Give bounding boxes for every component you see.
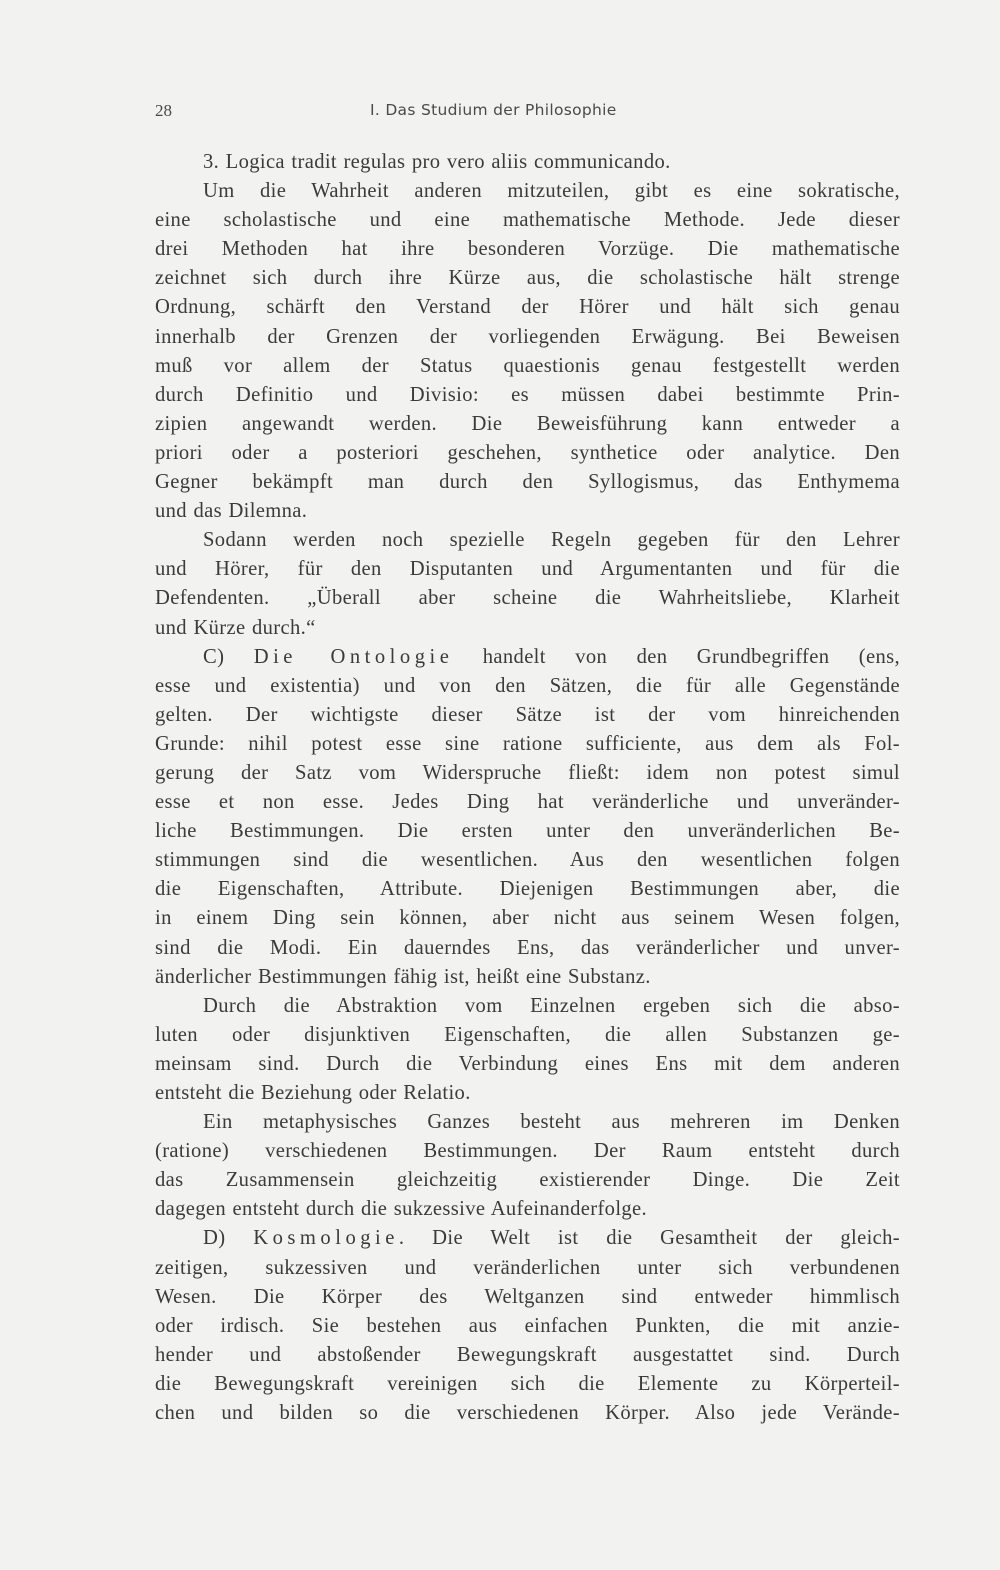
text-line: die Eigenschaften, Attribute. Diejenigen Bestimmungen aber, die (155, 878, 900, 901)
text-line: zeitigen, sukzessiven und veränderlichen unter sich verbundenen (155, 1256, 900, 1279)
text-line: das Zusammensein gleichzeitig existierender Dinge. Die Zeit (155, 1169, 900, 1192)
paragraph-ontologie (155, 643, 900, 992)
text-line: oder irdisch. Sie bestehen aus einfachen Punkten, die mit anzie- (155, 1314, 900, 1337)
text-line-rest: . Die Welt ist die Gesamtheit der gleich- (398, 1227, 900, 1250)
section-label: D) (203, 1227, 254, 1250)
text-line: Durch die Abstraktion vom Einzelnen ergeben sich die abso- (203, 994, 900, 1017)
text-line: sind die Modi. Ein dauerndes Ens, das veränderlicher und unver- (155, 936, 900, 959)
text-line: Wesen. Die Körper des Weltganzen sind entweder himmlisch (155, 1285, 900, 1308)
text-line: liche Bestimmungen. Die ersten unter den unveränderlichen Be- (155, 820, 900, 843)
section-heading-ontologie: Die Ontologie (253, 645, 454, 668)
text-line: entsteht die Beziehung oder Relatio. (155, 1082, 471, 1104)
text-line: (ratione) verschiedenen Bestimmungen. Der Raum entsteht durch (155, 1140, 900, 1163)
paragraph-kosmologie (155, 1224, 900, 1428)
text-line: eine scholastische und eine mathematische Methode. Jede dieser (155, 209, 900, 232)
text-line: und Hörer, für den Disputanten und Argumentanten und für die (155, 558, 900, 581)
text-line: Ein metaphysisches Ganzes besteht aus mehreren im Denken (203, 1111, 900, 1134)
text-line: 3. Logica tradit regulas pro vero aliis communicando. (203, 151, 671, 173)
text-line (155, 643, 900, 672)
text-line: gerung der Satz vom Widerspruche fließt: idem non potest simul (155, 761, 900, 784)
text-line: zipien angewandt werden. Die Beweisführung kann entweder a (155, 412, 900, 435)
running-title: I. Das Studium der Philosophie (370, 101, 617, 119)
text-line: luten oder disjunktiven Eigenschaften, die allen Substanzen ge- (155, 1023, 900, 1046)
text-line: innerhalb der Grenzen der vorliegenden Erwägung. Bei Beweisen (155, 325, 900, 348)
paragraph (155, 1108, 900, 1224)
text-line: Ordnung, schärft den Verstand der Hörer und hält sich genau (155, 296, 900, 319)
text-line: chen und bilden so die verschiedenen Körper. Also jede Verände- (155, 1402, 900, 1425)
paragraph (155, 148, 900, 177)
text-line: Sodann werden noch spezielle Regeln gegeben für den Lehrer (203, 529, 900, 552)
text-line: drei Methoden hat ihre besonderen Vorzüge. Die mathematische (155, 238, 900, 261)
text-line: muß vor allem der Status quaestionis genau festgestellt werden (155, 354, 900, 377)
paragraph (155, 177, 900, 526)
section-label: C) (203, 645, 254, 668)
section-heading-kosmologie: Kosmologie (253, 1227, 399, 1250)
text-line: Um die Wahrheit anderen mitzuteilen, gibt es eine sokratische, (203, 180, 900, 203)
text-line: Defendenten. „Überall aber scheine die Wahrheitsliebe, Klarheit (155, 587, 900, 610)
text-line: und Kürze durch.“ (155, 616, 316, 639)
body-text (155, 148, 900, 1428)
paragraph (155, 526, 900, 642)
text-line (155, 1224, 900, 1253)
text-line: zeichnet sich durch ihre Kürze aus, die scholastische hält strenge (155, 267, 900, 290)
text-line: änderlicher Bestimmungen fähig ist, heißt eine Substanz. (155, 965, 651, 988)
text-line: dagegen entsteht durch die sukzessive Aufeinanderfolge. (155, 1198, 648, 1221)
text-line: die Bewegungskraft vereinigen sich die Elemente zu Körperteil- (155, 1372, 900, 1395)
paragraph (155, 992, 900, 1108)
text-line: und das Dilemna. (155, 500, 308, 523)
text-line: esse und existentia) und von den Sätzen, die für alle Gegenstände (155, 674, 900, 697)
text-line: Grunde: nihil potest esse sine ratione sufficiente, aus dem als Fol- (155, 732, 900, 755)
text-line-rest: handelt von den Grundbegriffen (ens, (453, 645, 900, 668)
text-line: durch Definitio und Divisio: es müssen dabei bestimmte Prin- (155, 383, 900, 406)
text-line: stimmungen sind die wesentlichen. Aus den wesentlichen folgen (155, 849, 900, 872)
text-line: in einem Ding sein können, aber nicht aus seinem Wesen folgen, (155, 907, 900, 930)
text-line: Gegner bekämpft man durch den Syllogismus, das Enthymema (155, 471, 900, 494)
text-line: hender und abstoßender Bewegungskraft ausgestattet sind. Durch (155, 1343, 900, 1366)
text-line: esse et non esse. Jedes Ding hat veränderliche und unveränder- (155, 791, 900, 814)
text-line: meinsam sind. Durch die Verbindung eines Ens mit dem anderen (155, 1052, 900, 1075)
page-number: 28 (155, 101, 172, 120)
text-line: priori oder a posteriori geschehen, synthetice oder analytice. Den (155, 441, 900, 464)
text-line: gelten. Der wichtigste dieser Sätze ist der vom hinreichenden (155, 703, 900, 726)
running-header (155, 101, 845, 125)
